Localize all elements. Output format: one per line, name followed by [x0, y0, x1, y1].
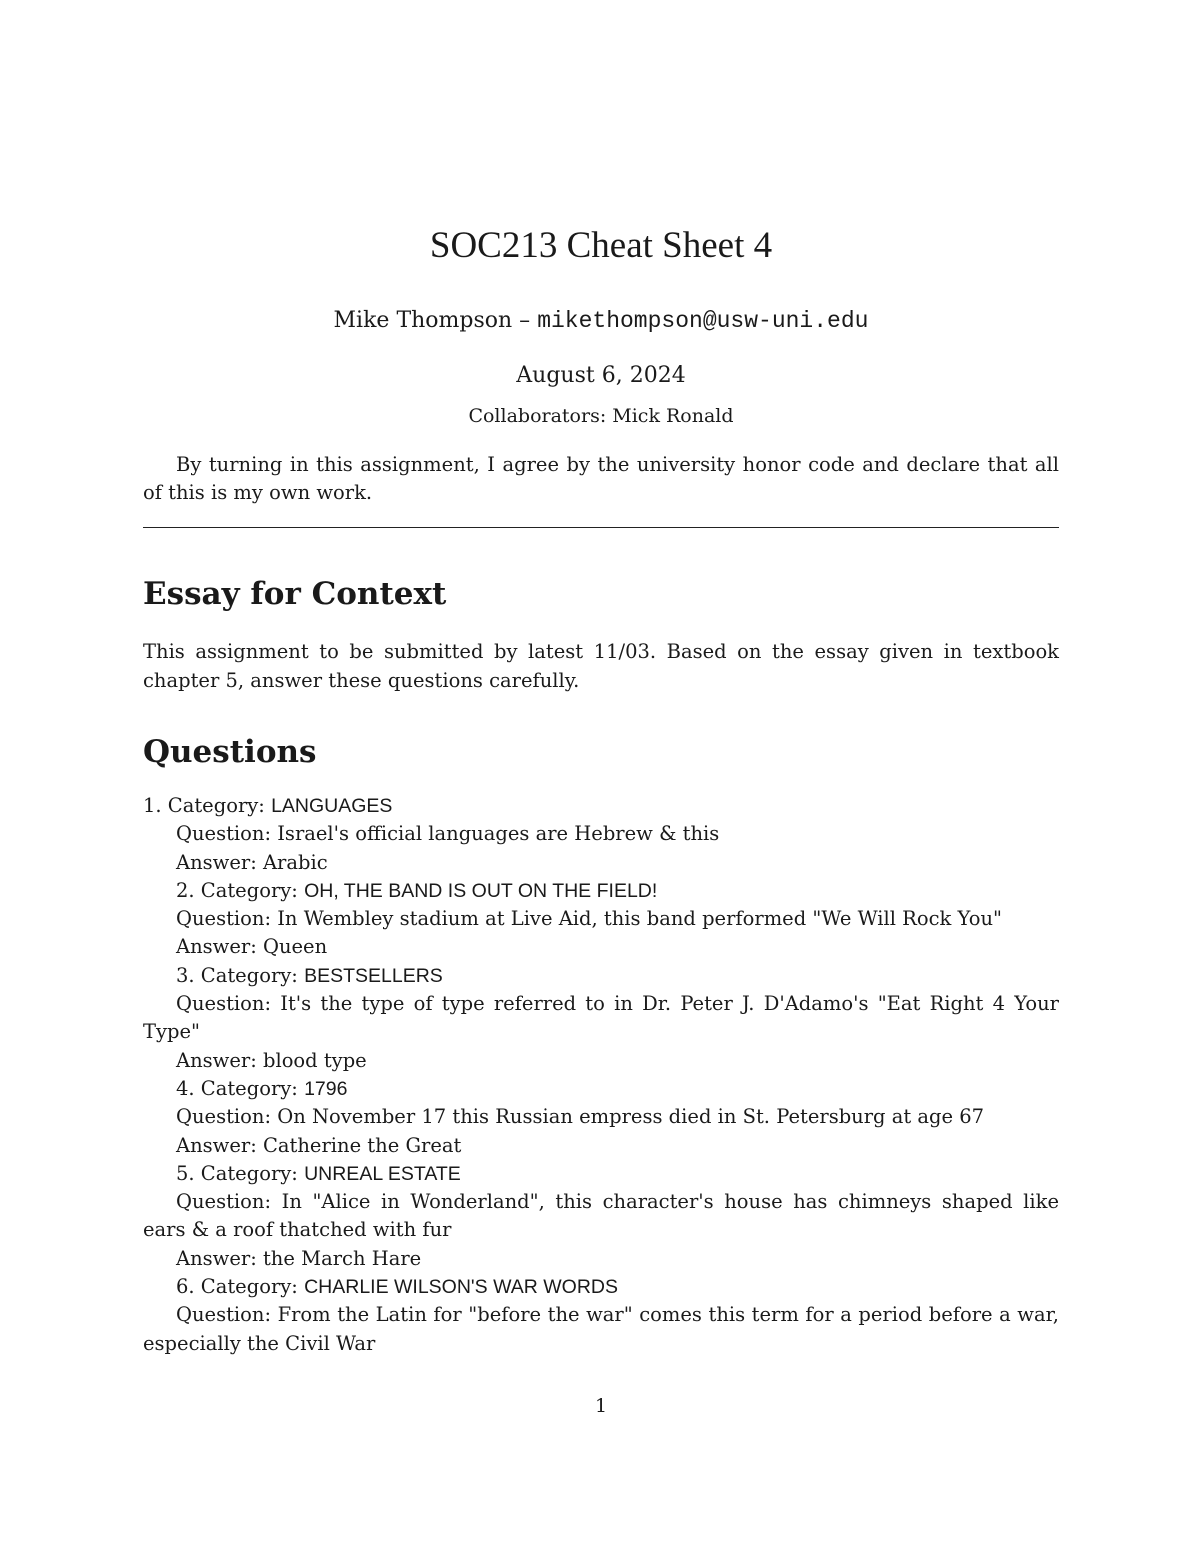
author-separator: –: [512, 308, 538, 333]
category-line: [143, 1160, 1059, 1188]
horizontal-rule: [143, 527, 1059, 528]
questions-heading: Questions: [143, 734, 317, 770]
category-name: UNREAL ESTATE: [304, 1162, 461, 1185]
category-line: [143, 792, 1059, 820]
question-text: Question: In Wembley stadium at Live Aid, this band performed "We Will Rock You": [176, 907, 1002, 931]
essay-heading: Essay for Context: [143, 576, 447, 612]
author-email: mikethompson@usw-uni.edu: [537, 308, 869, 334]
category-line: [143, 962, 1059, 990]
question-item: [143, 792, 1059, 877]
question-text: Question: From the Latin for "before the war" comes this term for a period before a war, especially the Civil War: [143, 1303, 1059, 1355]
question-item: [143, 877, 1059, 962]
question-item: [143, 1160, 1059, 1273]
author-name: Mike Thompson: [333, 308, 513, 333]
answer-text: Answer: the March Hare: [176, 1246, 422, 1270]
category-line: [143, 877, 1059, 905]
answer-text: Answer: blood type: [176, 1048, 367, 1072]
author-line: [143, 306, 1059, 336]
category-name: CHARLIE WILSON'S WAR WORDS: [304, 1276, 619, 1299]
question-text: Question: Israel's official languages are Hebrew & this: [176, 822, 720, 846]
collaborators-line: Collaborators: Mick Ronald: [468, 405, 734, 427]
category-name: 1796: [304, 1077, 348, 1100]
question-text: Question: In "Alice in Wonderland", this character's house has chimneys shaped like ears & a roof thatched with fur: [143, 1190, 1059, 1242]
answer-text: Answer: Catherine the Great: [176, 1133, 462, 1157]
answer-text: Answer: Arabic: [176, 850, 328, 874]
category-name: BESTSELLERS: [304, 964, 443, 987]
document-title: SOC213 Cheat Sheet 4: [429, 225, 773, 266]
document-date: August 6, 2024: [516, 363, 686, 388]
category-line: [143, 1075, 1059, 1103]
category-prefix: 1. Category:: [143, 794, 272, 817]
page-number: 1: [594, 1395, 608, 1417]
category-prefix: 4. Category:: [176, 1076, 305, 1100]
question-text: Question: It's the type of type referred to in Dr. Peter J. D'Adamo's "Eat Right 4 Your Type": [143, 992, 1059, 1044]
answer-text: Answer: Queen: [176, 935, 328, 959]
category-name: LANGUAGES: [271, 795, 393, 817]
category-prefix: 2. Category:: [176, 878, 305, 902]
honor-statement: By turning in this assignment, I agree by the university honor code and declare that all of this is my own work.: [143, 453, 1059, 504]
category-name: OH, THE BAND IS OUT ON THE FIELD!: [304, 879, 658, 902]
question-item: [143, 1075, 1059, 1160]
category-line: [143, 1273, 1059, 1301]
essay-paragraph: This assignment to be submitted by latest 11/03. Based on the essay given in textbook chapter 5, answer these questions carefully.: [143, 640, 1059, 692]
questions-list: [143, 792, 1059, 1358]
category-prefix: 6. Category:: [176, 1275, 305, 1299]
question-item: [143, 962, 1059, 1075]
document-page: [143, 0, 1059, 1553]
question-item: [143, 1273, 1059, 1358]
category-prefix: 5. Category:: [176, 1161, 305, 1185]
question-text: Question: On November 17 this Russian empress died in St. Petersburg at age 67: [176, 1105, 985, 1129]
category-prefix: 3. Category:: [176, 963, 305, 987]
